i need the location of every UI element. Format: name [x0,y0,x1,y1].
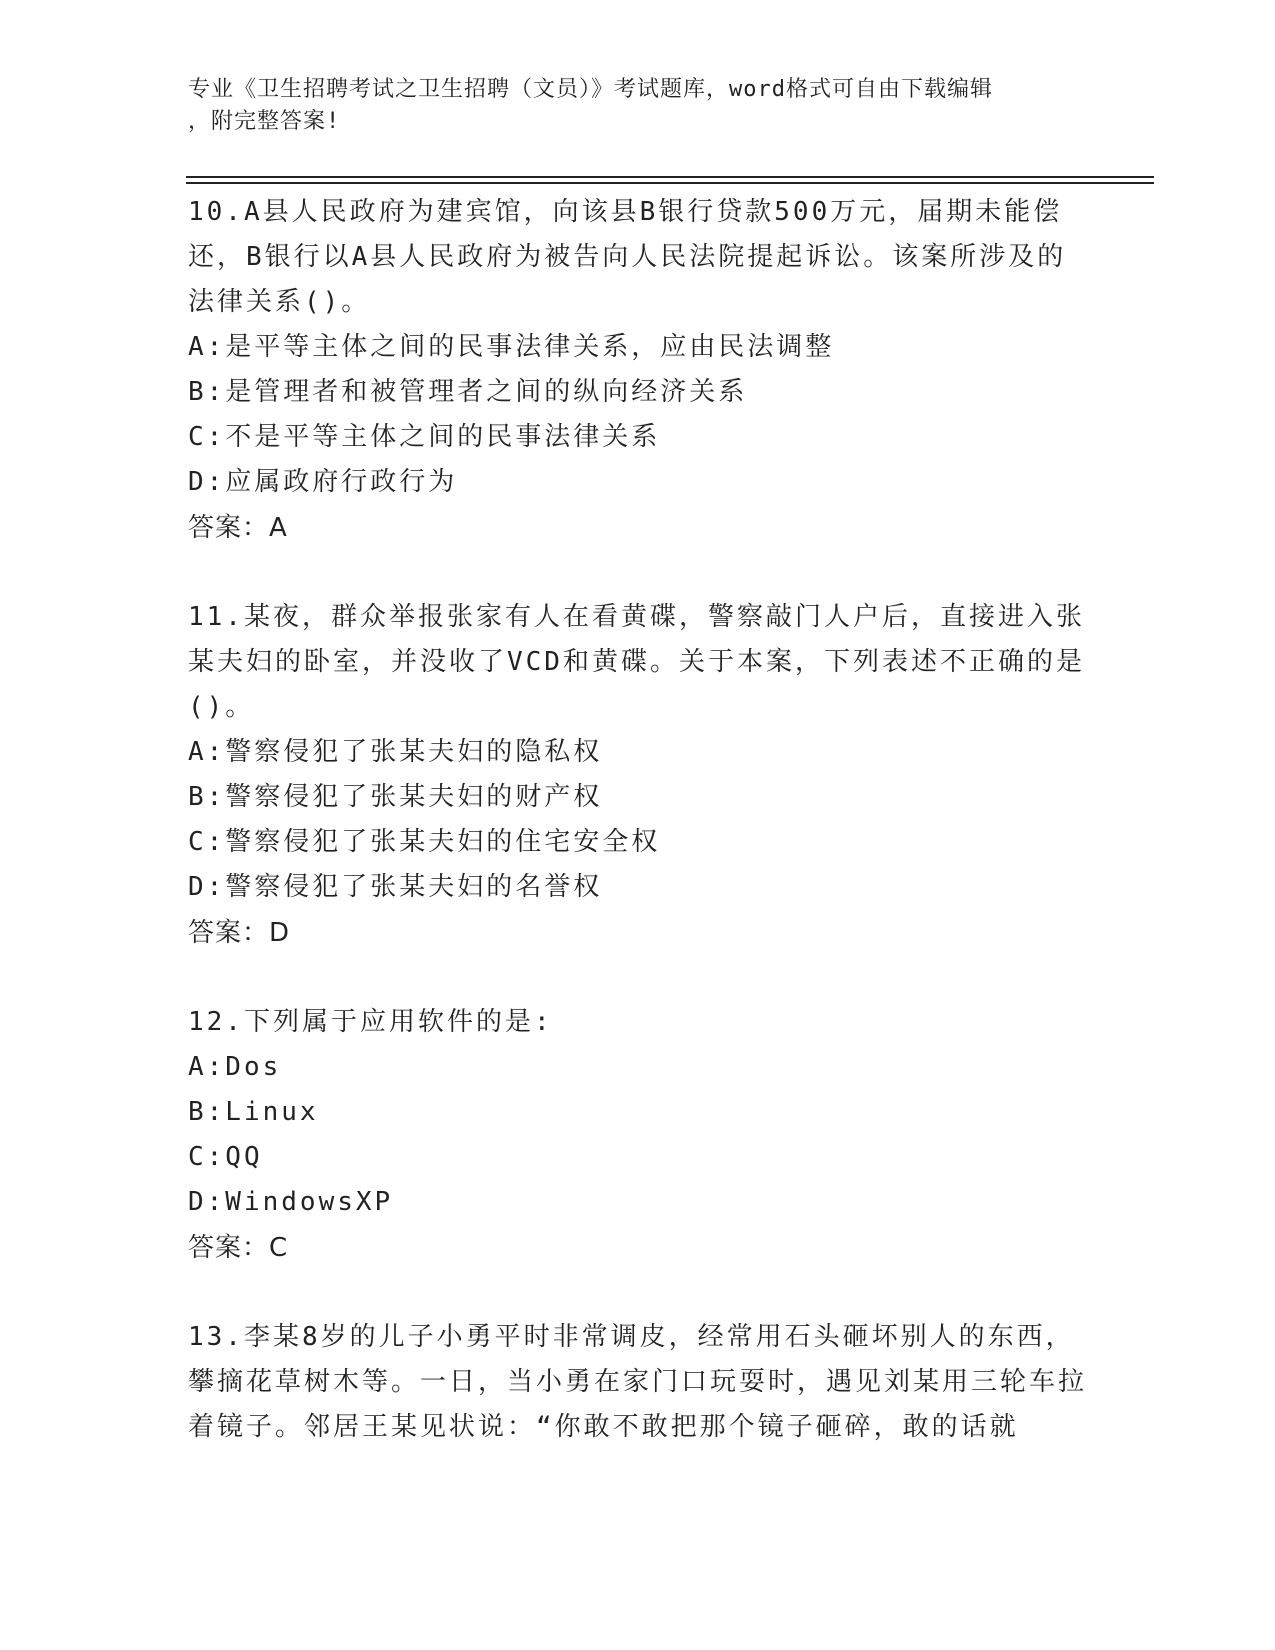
option-d: D:警察侵犯了张某夫妇的名誉权 [188,872,603,902]
question-list [188,190,1088,1494]
option-d: D:应属政府行政行为 [188,467,458,497]
question-10 [188,190,1088,551]
header-line-1: 专业《卫生招聘考试之卫生招聘（文员）》考试题库，word格式可自由下载编辑 [188,77,993,102]
option-c: C:QQ [188,1142,263,1172]
page-header [188,74,1068,138]
question-stem: 10.A县人民政府为建宾馆，向该县B银行贷款500万元，届期未能偿还，B银行以A县人民政府为被告向人民法院提起诉讼。该案所涉及的法律关系()。 [188,197,1067,317]
header-divider-top [186,176,1154,178]
option-c: C:警察侵犯了张某夫妇的住宅安全权 [188,827,661,857]
option-b: B:是管理者和被管理者之间的纵向经济关系 [188,377,748,407]
question-13 [188,1315,1088,1450]
answer-line: 答案：C [188,1233,289,1263]
option-a: A:警察侵犯了张某夫妇的隐私权 [188,737,603,767]
question-stem: 11.某夜，群众举报张家有人在看黄碟，警察敲门人户后，直接进入张某夫妇的卧室，并没收了VCD和黄碟。关于本案，下列表述不正确的是()。 [188,602,1085,722]
header-line-2: ，附完整答案! [188,109,341,134]
answer-line: 答案：A [188,513,288,543]
option-c: C:不是平等主体之间的民事法律关系 [188,422,661,452]
option-b: B:警察侵犯了张某夫妇的财产权 [188,782,603,812]
question-stem: 13.李某8岁的儿子小勇平时非常调皮，经常用石头砸坏别人的东西，攀摘花草树木等。一日，当小勇在家门口玩耍时，遇见刘某用三轮车拉着镜子。邻居王某见状说：“你敢不敢把那个镜子砸碎，敢的话就 [188,1322,1088,1442]
answer-line: 答案：D [188,918,291,948]
option-d: D:WindowsXP [188,1187,394,1217]
option-a: A:Dos [188,1052,282,1082]
question-stem: 12.下列属于应用软件的是: [188,1007,553,1037]
header-divider-bottom [186,182,1154,184]
question-11 [188,595,1088,956]
question-12 [188,1000,1088,1271]
option-a: A:是平等主体之间的民事法律关系，应由民法调整 [188,332,835,362]
option-b: B:Linux [188,1097,319,1127]
